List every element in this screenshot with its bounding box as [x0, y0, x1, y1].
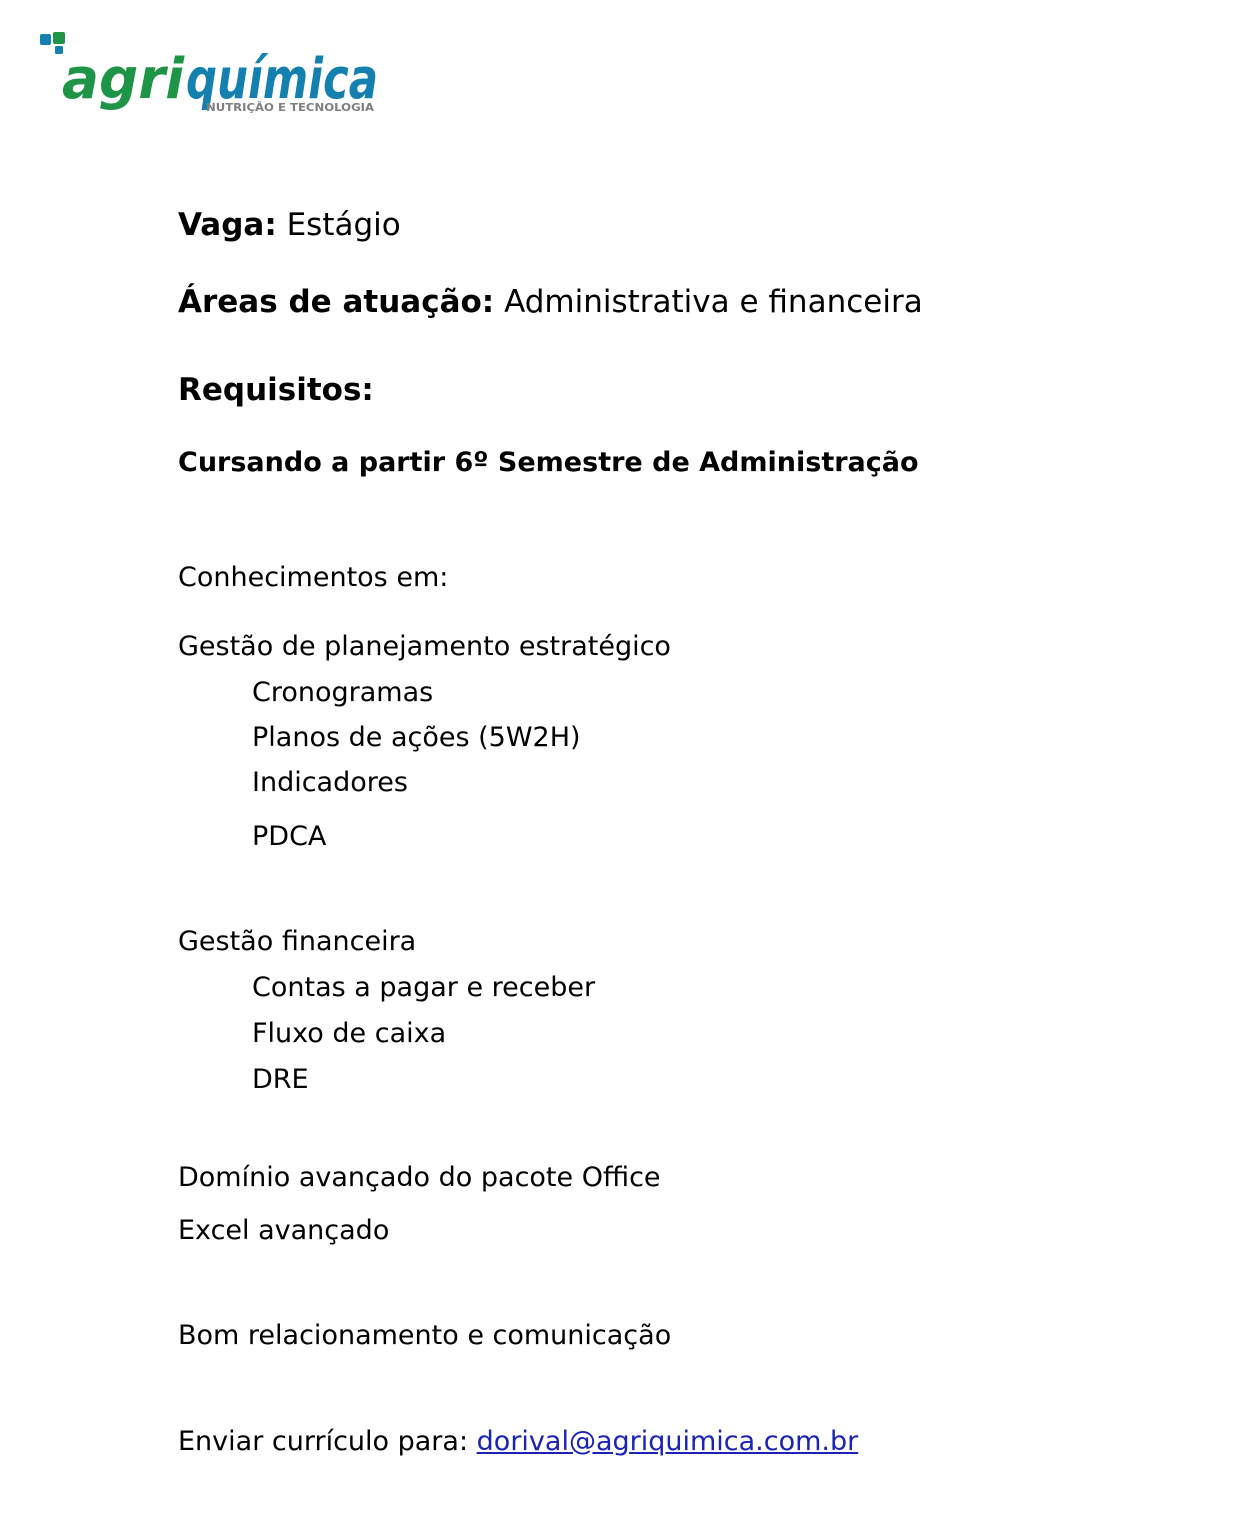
- financeira-item: Contas a pagar e receber: [252, 972, 596, 1003]
- logo-graphic: [40, 30, 380, 120]
- requisitos-heading: Requisitos:: [178, 372, 374, 408]
- planejamento-item: PDCA: [252, 821, 327, 852]
- areas-value: Administrativa e financeira: [504, 284, 923, 320]
- areas-line: [178, 284, 923, 320]
- planejamento-item: Indicadores: [252, 767, 408, 798]
- financeira-item: Fluxo de caixa: [252, 1018, 447, 1049]
- logo-tagline: NUTRIÇÃO E TECNOLOGIA: [206, 101, 375, 114]
- relacionamento-text: Bom relacionamento e comunicação: [178, 1320, 672, 1351]
- excel-text: Excel avançado: [178, 1215, 390, 1246]
- planejamento-item: Planos de ações (5W2H): [252, 722, 581, 753]
- office-text: Domínio avançado do pacote Office: [178, 1162, 661, 1193]
- vaga-label: Vaga:: [178, 207, 277, 243]
- svg-text:agri: [62, 47, 185, 112]
- cursando-text: Cursando a partir 6º Semestre de Administração: [178, 447, 919, 478]
- logo-text-agri: agri: [62, 47, 185, 112]
- logo-square-blue: [40, 34, 51, 45]
- contato-line: [178, 1426, 858, 1457]
- vaga-value: Estágio: [286, 207, 401, 243]
- vaga-line: [178, 207, 401, 243]
- planejamento-title: Gestão de planejamento estratégico: [178, 631, 671, 662]
- company-logo: [40, 30, 380, 120]
- areas-label: Áreas de atuação:: [178, 284, 495, 320]
- financeira-title: Gestão financeira: [178, 926, 417, 957]
- contato-label: Enviar currículo para:: [178, 1426, 469, 1457]
- financeira-item: DRE: [252, 1064, 309, 1095]
- logo-text-quimica: química: [186, 47, 378, 112]
- email-link[interactable]: dorival@agriquimica.com.br: [476, 1426, 859, 1457]
- conhecimentos-label: Conhecimentos em:: [178, 562, 449, 593]
- logo-square-green: [53, 32, 65, 44]
- planejamento-item: Cronogramas: [252, 677, 434, 708]
